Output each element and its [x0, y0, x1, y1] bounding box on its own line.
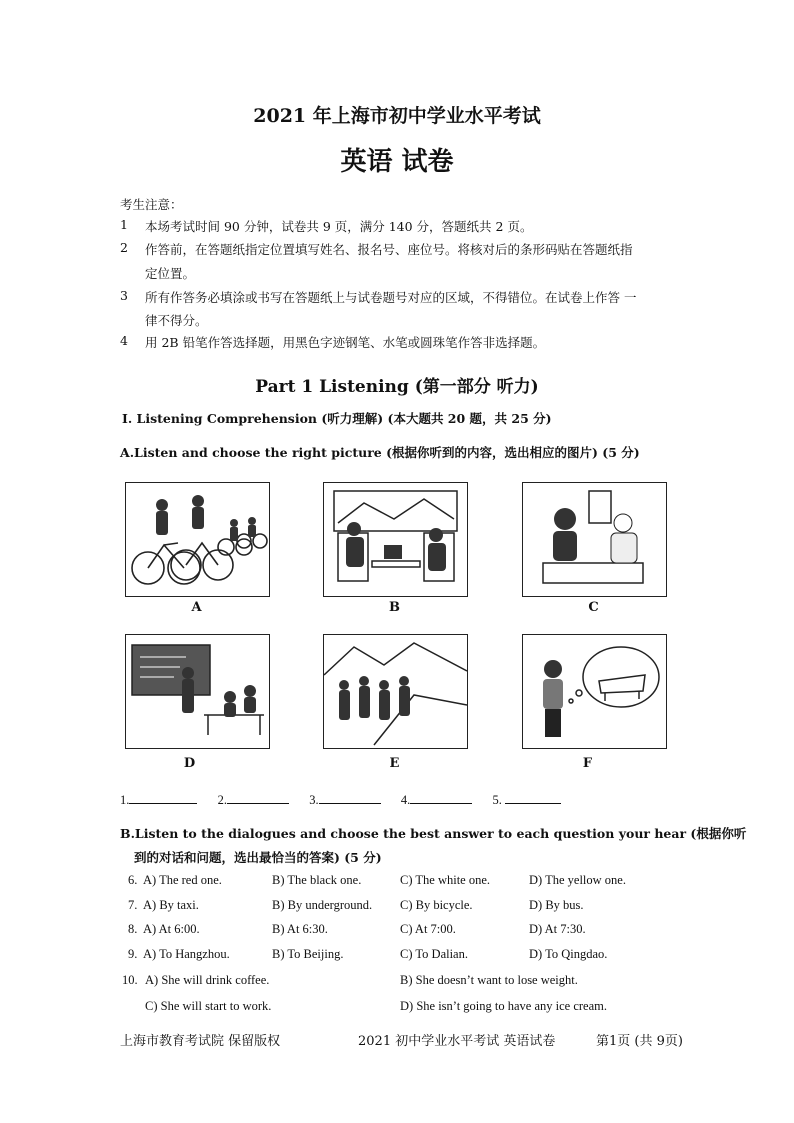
- section-b-heading: B.Listen to the dialogues and choose the best answer to each question your hear (根据你听: [120, 826, 747, 841]
- answer-blanks: [120, 791, 561, 808]
- blank-label: 3.: [309, 793, 319, 807]
- picture-a: [125, 482, 270, 597]
- picture-c: [522, 482, 667, 597]
- option-b[interactable]: B) At 6:30.: [272, 922, 328, 936]
- hikers-icon: [324, 635, 467, 748]
- question-num: 7.: [128, 898, 138, 912]
- picture-label-e: E: [389, 756, 400, 771]
- section-a-heading: A.Listen and choose the right picture (根据你听到的内容，选出相应的图片) (5 分): [120, 445, 640, 460]
- question-num: 6.: [128, 873, 138, 887]
- option-b[interactable]: B) By underground.: [272, 898, 373, 912]
- picture-label-d: D: [183, 756, 196, 771]
- option-d[interactable]: D) By bus.: [529, 898, 584, 912]
- answer-blank[interactable]: [319, 791, 381, 804]
- question-num: 10.: [122, 973, 138, 987]
- option-b[interactable]: B) The black one.: [272, 873, 362, 887]
- footer-exam-name: 2021 初中学业水平考试 英语试卷: [358, 1034, 556, 1049]
- notice-item-2-cont: 定位置。: [145, 266, 196, 281]
- notice-item-3-cont: 律不得分。: [145, 313, 208, 328]
- question-num: 8.: [128, 922, 138, 936]
- part1-title: Part 1 Listening (第一部分 听力): [255, 377, 539, 397]
- paper-title: 英语 试卷: [340, 147, 454, 177]
- blank-label: 2.: [217, 793, 227, 807]
- option-d[interactable]: D) To Qingdao.: [529, 947, 608, 961]
- notice-item-3-num: 3: [120, 288, 128, 303]
- option-d[interactable]: D) At 7:30.: [529, 922, 586, 936]
- notice-item-4-num: 4: [120, 333, 128, 348]
- picture-f: [522, 634, 667, 749]
- picture-e: [323, 634, 468, 749]
- answer-blank[interactable]: [129, 791, 197, 804]
- option-a[interactable]: A) The red one.: [143, 873, 222, 887]
- option-c[interactable]: C) She will start to work.: [145, 999, 272, 1013]
- notice-item-1: 本场考试时间 90 分钟，试卷共 9 页，满分 140 分，答题纸共 2 页。: [145, 219, 533, 234]
- answer-blank[interactable]: [227, 791, 289, 804]
- option-b[interactable]: B) She doesn’t want to lose weight.: [400, 973, 578, 987]
- option-c[interactable]: C) The white one.: [400, 873, 491, 887]
- answer-blank[interactable]: [410, 791, 472, 804]
- option-c[interactable]: C) At 7:00.: [400, 922, 456, 936]
- option-c[interactable]: C) By bicycle.: [400, 898, 473, 912]
- notice-heading: 考生注意：: [120, 197, 183, 212]
- answer-blank[interactable]: [505, 791, 561, 804]
- blank-label: 1.: [120, 793, 130, 807]
- option-a[interactable]: A) To Hangzhou.: [143, 947, 230, 961]
- exam-title: 2021 年上海市初中学业水平考试: [253, 105, 541, 127]
- picture-label-f: F: [582, 756, 593, 771]
- girl-dreaming-piano-icon: [523, 635, 666, 748]
- doctor-visit-icon: [523, 483, 666, 596]
- option-d[interactable]: D) She isn’t going to have any ice cream.: [400, 999, 608, 1013]
- picture-label-c: C: [588, 600, 599, 615]
- option-a[interactable]: A) At 6:00.: [143, 922, 200, 936]
- footer-copyright: 上海市教育考试院 保留版权: [120, 1034, 281, 1049]
- option-a[interactable]: A) By taxi.: [143, 898, 199, 912]
- option-c[interactable]: C) To Dalian.: [400, 947, 468, 961]
- option-a[interactable]: A) She will drink coffee.: [145, 973, 270, 987]
- notice-item-2-num: 2: [120, 240, 128, 255]
- picture-b: [323, 482, 468, 597]
- train-passengers-icon: [324, 483, 467, 596]
- notice-item-2: 作答前，在答题纸指定位置填写姓名、报名号、座位号。将核对后的条形码贴在答题纸指: [145, 242, 633, 257]
- notice-item-3: 所有作答务必填涂或书写在答题纸上与试卷题号对应的区域，不得错位。在试卷上作答 一: [145, 290, 637, 305]
- notice-item-1-num: 1: [120, 217, 128, 232]
- blank-label: 4.: [400, 793, 411, 807]
- picture-label-a: A: [191, 600, 202, 615]
- question-num: 9.: [128, 947, 138, 961]
- option-b[interactable]: B) To Beijing.: [272, 947, 344, 961]
- cyclists-icon: [126, 483, 269, 596]
- classroom-icon: [126, 635, 269, 748]
- section-listening-comprehension: I. Listening Comprehension (听力理解) (本大题共 20 题，共 25 分): [122, 411, 552, 426]
- picture-d: [125, 634, 270, 749]
- footer-page-number: 第1页 (共 9页): [596, 1034, 683, 1049]
- section-b-heading-cont: 到的对话和问题，选出最恰当的答案) (5 分): [134, 850, 382, 865]
- notice-item-4: 用 2B 铅笔作答选择题，用黑色字迹钢笔、水笔或圆珠笔作答非选择题。: [145, 335, 546, 350]
- blank-label: 5.: [492, 793, 502, 807]
- picture-label-b: B: [389, 600, 400, 615]
- option-d[interactable]: D) The yellow one.: [529, 873, 626, 887]
